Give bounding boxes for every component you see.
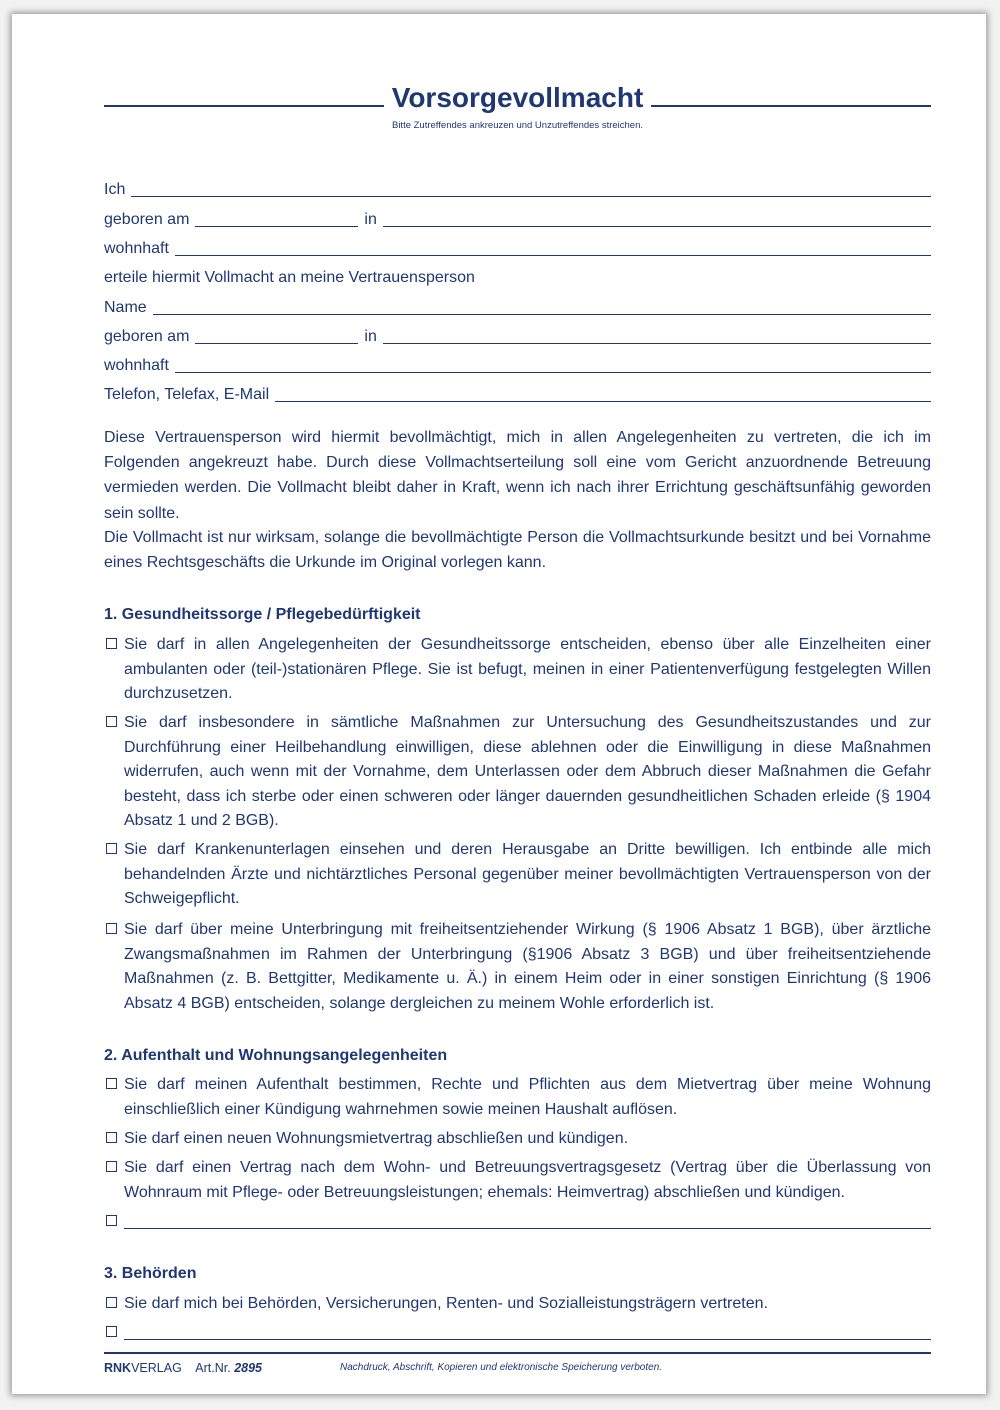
field-row-grant [104, 264, 931, 288]
intro-paragraph-1: Diese Vertrauensperson wird hiermit bevollmächtigt, mich in allen Angelegenheiten zu vertreten, die ich im Folgenden angekreuzt habe. Durch diese Vollmachtserteilung soll eine vom Gericht anzuordnende Betreuung vermieden werden. Die Vollmacht bleibt daher in Kraft, wenn ich nach ihrer Errichtung geschäftsunfähig geworden sein sollte. [104, 429, 931, 522]
checkbox[interactable] [106, 843, 117, 854]
article-number: 2895 [234, 1361, 263, 1375]
birthplace-label: in [364, 211, 377, 228]
checkbox[interactable] [106, 638, 117, 649]
section-heading-health: 1. Gesundheitssorge / Pflegebedürftigkeit [104, 606, 421, 623]
checkbox-item [104, 1073, 931, 1122]
name-label: Name [104, 299, 147, 316]
checkbox-label: Sie darf mich bei Behörden, Versicherungen, Renten- und Sozialleistungsträgern vertreten. [124, 1295, 768, 1312]
checkbox-item [104, 918, 931, 1016]
birthdate-label: geboren am [104, 211, 190, 228]
section-heading-residence: 2. Aufenthalt und Wohnungsangelegenheiten [104, 1047, 448, 1064]
title-rule-right [651, 105, 931, 107]
ich-label: Ich [104, 181, 126, 198]
name-input-line[interactable] [153, 314, 931, 315]
title-row [104, 78, 931, 118]
trustee-birthdate-label: geboren am [104, 328, 190, 345]
birthplace-input-line[interactable] [383, 226, 931, 227]
trustee-birthdate-input-line[interactable] [195, 343, 358, 344]
checkbox[interactable] [106, 716, 117, 727]
field-row-residence-2 [104, 352, 931, 376]
checkbox-label: Sie darf meinen Aufenthalt bestimmen, Rechte und Pflichten aus dem Mietvertrag über meine Wohnung einschließlich einer Kündigung wahrnehmen sowie meinen Haushalt auflösen. [124, 1076, 931, 1118]
checkbox-label: Sie darf insbesondere in sämtliche Maßnahmen zur Untersuchung des Gesundheitszustandes und zur Durchführung einer Heilbehandlung einwilligen, diese ablehnen oder die Einwilligung in diese Maßnahmen widerrufen, auch wenn mit der Vornahme, dem Unterlassen oder dem Abbruch dieser Maßnahmen die Gefahr besteht, dass ich sterbe oder einen schweren oder länger dauernden gesundheitlichen Schaden erleide (§ 1904 Absatz 1 und 2 BGB). [124, 714, 931, 829]
article-label: Art.Nr. [195, 1361, 231, 1375]
checkbox[interactable] [106, 1161, 117, 1172]
checkbox-label: Sie darf über meine Unterbringung mit freiheitsentziehender Wirkung (§ 1906 Absatz 1 BGB), über ärztliche Zwangsmaßnahmen im Rahmen der Unterbringung (§1906 Absatz 3 BGB) und über freiheitsentziehende Maßnahmen (z. B. Bettgitter, Medikamente u. Ä.) in einem Heim oder in einer sonstigen Einrichtung (§ 1906 Absatz 4 BGB) entscheiden, solange dergleichen zu meinem Wohle erforderlich ist. [124, 921, 931, 1012]
form-sheet [12, 14, 986, 1394]
field-row-residence-1 [104, 235, 931, 259]
custom-entry-line[interactable] [124, 1228, 931, 1229]
checkbox[interactable] [106, 1215, 117, 1226]
checkbox-label: Sie darf einen neuen Wohnungsmietvertrag abschließen und kündigen. [124, 1130, 629, 1147]
checkbox[interactable] [106, 1078, 117, 1089]
trustee-residence-label: wohnhaft [104, 357, 169, 374]
field-row-name [104, 294, 931, 318]
field-row-contact [104, 381, 931, 405]
form-content [104, 14, 931, 1394]
contact-label: Telefon, Telefax, E-Mail [104, 386, 270, 403]
checkbox[interactable] [106, 1132, 117, 1143]
contact-input-line[interactable] [275, 401, 931, 402]
checkbox-item [104, 1156, 931, 1205]
page-title: Vorsorgevollmacht [391, 82, 644, 113]
publisher-brand-bold: RNK [104, 1361, 132, 1375]
instruction-text: Bitte Zutreffendes ankreuzen und Unzutreffendes streichen. [391, 120, 644, 131]
checkbox-item [104, 633, 931, 707]
checkbox[interactable] [106, 1297, 117, 1308]
title-rule-left [104, 105, 384, 107]
field-row-birth-1 [104, 206, 931, 230]
residence-label: wohnhaft [104, 240, 169, 257]
ich-input-line[interactable] [131, 196, 931, 197]
trustee-residence-input-line[interactable] [175, 372, 931, 373]
checkbox-item [104, 838, 931, 912]
publisher-brand: VERLAG [131, 1361, 182, 1375]
intro-paragraph-2: Die Vollmacht ist nur wirksam, solange die bevollmächtigte Person die Vollmachtsurkunde besitzt und bei Vornahme eines Rechtsgeschäfts die Urkunde im Original vorlegen kann. [104, 529, 931, 572]
copyright-note: Nachdruck, Abschrift, Kopieren und elektronische Speicherung verboten. [340, 1362, 663, 1373]
checkbox-label: Sie darf in allen Angelegenheiten der Gesundheitssorge entscheiden, ebenso über alle Einzelheiten einer ambulanten oder (teil-)stationären Pflege. Sie ist befugt, meinen in einer Patientenverfügung festgelegten Willen durchzusetzen. [124, 636, 931, 702]
checkbox-item-blank [104, 1210, 931, 1234]
birthdate-input-line[interactable] [195, 226, 358, 227]
checkbox-label: Sie darf Krankenunterlagen einsehen und deren Herausgabe an Dritte bewilligen. Ich entbinde alle mich behandelnden Ärzte und nichtärztliches Personal gegenüber meiner bevollmächtigten Vertrauensperson von der Schweigepflicht. [124, 841, 931, 907]
checkbox[interactable] [106, 923, 117, 934]
trustee-birthplace-input-line[interactable] [383, 343, 931, 344]
checkbox[interactable] [106, 1326, 117, 1337]
residence-input-line[interactable] [175, 255, 931, 256]
field-row-birth-2 [104, 323, 931, 347]
footer-rule [104, 1352, 931, 1354]
checkbox-label: Sie darf einen Vertrag nach dem Wohn- und Betreuungsvertragsgesetz (Vertrag über die Überlassung von Wohnraum mit Pflege- oder Betreuungsleistungen; ehemals: Heimvertrag) abschließen und kündigen. [124, 1159, 931, 1201]
grant-statement: erteile hiermit Vollmacht an meine Vertrauensperson [104, 269, 475, 286]
section-heading-authorities: 3. Behörden [104, 1265, 197, 1282]
footer [104, 1360, 931, 1376]
checkbox-item [104, 711, 931, 834]
trustee-birthplace-label: in [364, 328, 377, 345]
field-row-ich [104, 176, 931, 200]
checkbox-item-blank [104, 1321, 931, 1345]
checkbox-item [104, 1292, 931, 1317]
custom-entry-line[interactable] [124, 1339, 931, 1340]
checkbox-item [104, 1127, 931, 1152]
